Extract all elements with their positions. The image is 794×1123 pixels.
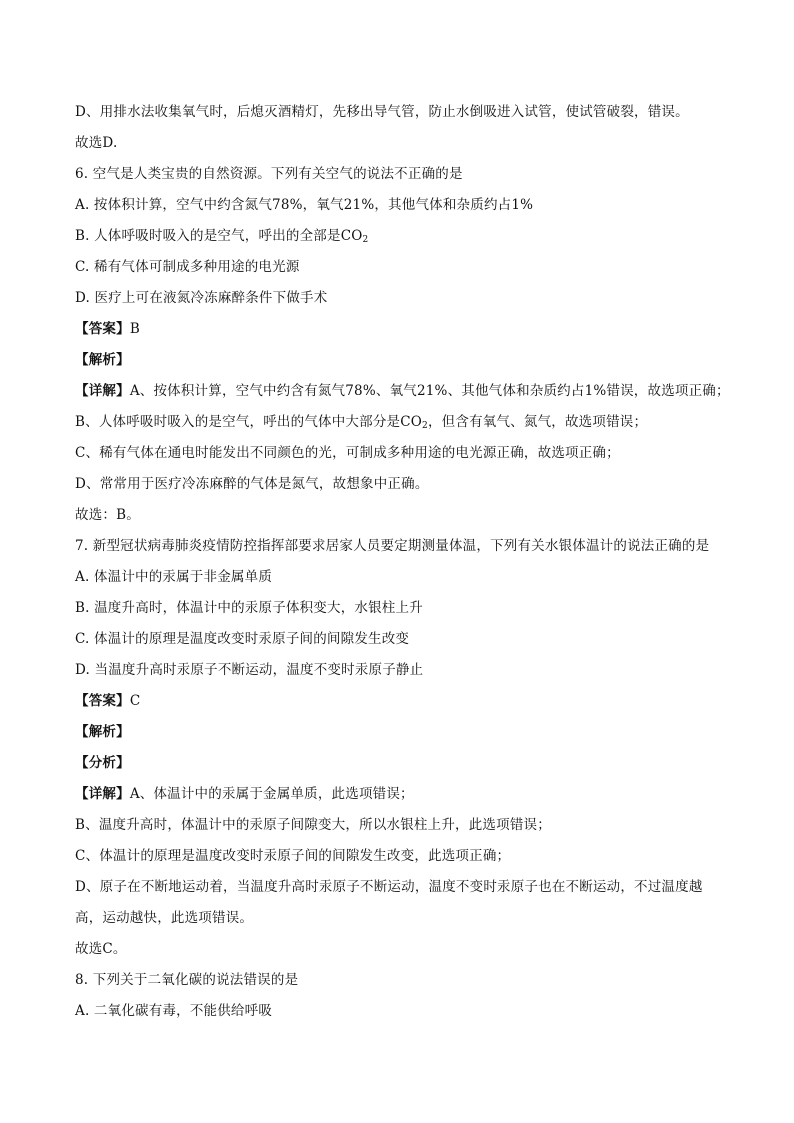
text-line: B、人体呼吸时吸入的是空气，呼出的气体中大部分是$CO_2$，但含有氧气、氮气，故选项错误； [75,414,648,431]
breakdown-label: 分析 [88,755,117,771]
option-b: B. 人体呼吸时吸入的是空气，呼出的全部是$CO_2$ [75,228,369,245]
text-line: 故选D. [75,135,118,151]
text-line: C、稀有气体在通电时能发出不同颜色的光，可制成多种用途的电光源正确，故选项正确； [75,445,620,461]
text-line: 故选：B。 [75,507,140,523]
option-b: B. 温度升高时，体温计中的汞原子体积变大，水银柱上升 [75,600,423,616]
option-c: C. 稀有气体可制成多种用途的电光源 [75,259,300,275]
answer-line: 【答案】B [75,321,140,337]
option-a: A. 二氧化碳有毒，不能供给呼吸 [75,1003,273,1019]
answer-label: 答案 [88,693,117,709]
text-line: D、用排水法收集氧气时，后熄灭酒精灯，先移出导气管，防止水倒吸进入试管，使试管破裂，错误。 [75,104,689,120]
question-7: 7. 新型冠状病毒肺炎疫情防控指挥部要求居家人员要定期测量体温，下列有关水银体温计的说法正确的是 [75,538,710,554]
analysis-label: 解析 [88,724,117,740]
text-line: C、体温计的原理是温度改变时汞原子间的间隙发生改变，此选项正确； [75,848,511,864]
option-d: D. 医疗上可在液氮冷冻麻醉条件下做手术 [75,290,328,306]
breakdown-line: 【分析】 [75,755,130,771]
text-paragraph: D、原子在不断地运动着，当温度升高时汞原子不断运动，温度不变时汞原子也在不断运动，不过温度越高，运动越快，此选项错误。 [75,879,703,926]
detail-line: 【详解】A、按体积计算，空气中约含有氮气78%、氧气21%、其他气体和杂质约占1%错误，故选项正确； [75,383,730,399]
answer-label: 答案 [88,321,117,337]
analysis-line: 【解析】 [75,352,130,368]
option-a: A. 按体积计算，空气中约含氮气78%，氧气21%，其他气体和杂质约占1% [75,197,534,213]
answer-value: C [129,693,141,709]
text-line: D、常常用于医疗冷冻麻醉的气体是氮气，故想象中正确。 [75,476,429,492]
option-d: D. 当温度升高时汞原子不断运动，温度不变时汞原子静止 [75,662,424,678]
detail-line: 【详解】A、体温计中的汞属于金属单质，此选项错误； [75,786,414,802]
answer-value: B [129,321,140,337]
analysis-line: 【解析】 [75,724,130,740]
detail-label: 详解 [88,786,117,802]
text-line: B、温度升高时，体温计中的汞原子间隙变大，所以水银柱上升，此选项错误； [75,817,551,833]
option-a: A. 体温计中的汞属于非金属单质 [75,569,273,585]
option-c: C. 体温计的原理是温度改变时汞原子间的间隙发生改变 [75,631,410,647]
detail-label: 详解 [88,383,117,399]
answer-line: 【答案】C [75,693,141,709]
question-8: 8. 下列关于二氧化碳的说法错误的是 [75,972,299,988]
analysis-label: 解析 [88,352,117,368]
question-6: 6. 空气是人类宝贵的自然资源。下列有关空气的说法不正确的是 [75,166,463,182]
text-line: 故选C。 [75,941,127,957]
